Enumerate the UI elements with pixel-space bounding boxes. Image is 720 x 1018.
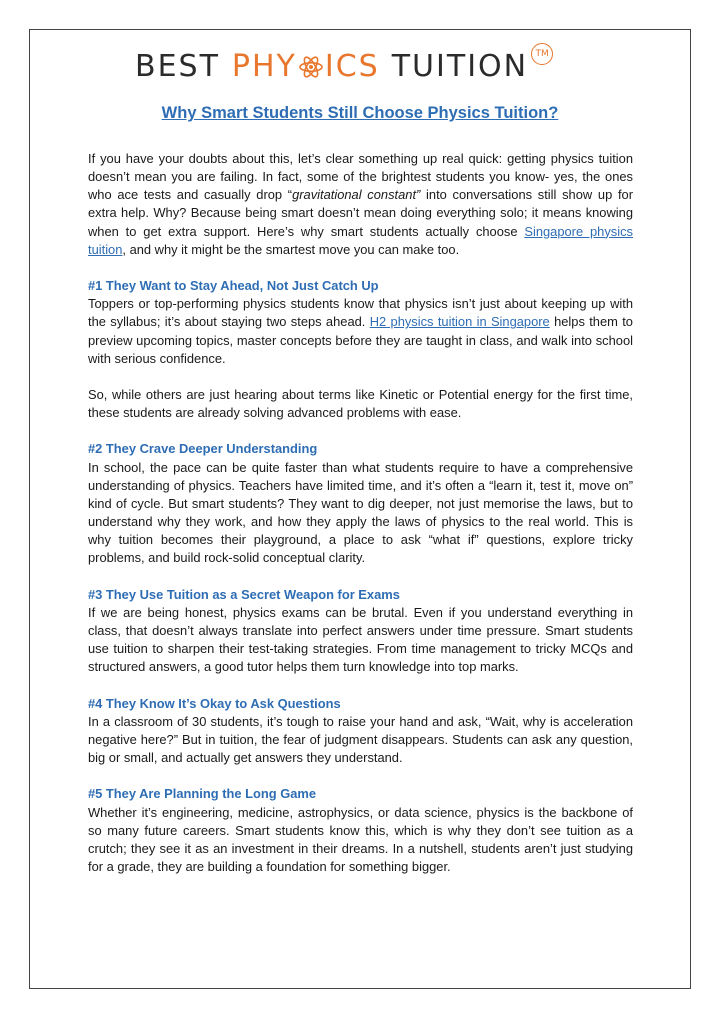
section-3-heading: #3 They Use Tuition as a Secret Weapon for Exams xyxy=(88,586,400,602)
atom-icon xyxy=(298,53,324,79)
page-title: Why Smart Students Still Choose Physics Tuition? xyxy=(161,104,559,122)
article-body xyxy=(88,150,633,876)
logo-word-best: BEST xyxy=(135,48,220,84)
section-1 xyxy=(88,277,633,422)
logo-word-tuition: TUITION xyxy=(391,48,529,84)
section-4 xyxy=(88,695,633,768)
section-1-heading: #1 They Want to Stay Ahead, Not Just Catch Up xyxy=(88,278,379,294)
section-3 xyxy=(88,586,633,677)
logo-word-phy: PHY xyxy=(231,48,297,84)
logo-word-ics: ICS xyxy=(324,48,380,84)
h2-physics-tuition-link[interactable]: H2 physics tuition in Singapore xyxy=(369,314,550,330)
section-2-heading: #2 They Crave Deeper Understanding xyxy=(88,441,318,457)
singapore-physics-tuition-link[interactable]: Singapore physics tuition xyxy=(88,223,633,257)
section-5 xyxy=(88,785,633,876)
section-2-paragraph: In school, the pace can be quite faster than what students require to have a comprehensive understanding of physics. Teachers have limited time, and it’s often a “learn it, test it, move on” kind of cycle. But smart students? They want to dig deeper, not just memorise the laws, but to understand why they work, and how they apply the laws of physics to the real world. This is why tuition becomes their playground, a place to ask “what if” questions, explore tricky problems, and build rock-solid conceptual clarity. xyxy=(88,459,633,566)
logo xyxy=(135,44,553,88)
section-1-paragraph-2: So, while others are just hearing about terms like Kinetic or Potential energy for the first time, these students are already solving advanced problems with ease. xyxy=(88,387,633,421)
intro-paragraph: If you have your doubts about this, let’s clear something up real quick: getting physics tuition doesn’t mean you are failing. In fact, some of the brightest students you know- yes, the ones who ace tests and casually drop “gravitational constant” into conversations still show up for extra help. Why? Because being smart doesn’t mean doing everything solo; it means knowing when to get extra support. Here’s why smart students actually choose Singapore physics tuition, and why it might be the smartest move you can make too. xyxy=(88,151,633,257)
section-2 xyxy=(88,440,633,567)
section-1-paragraph-1: Toppers or top-performing physics students know that physics isn’t just about keeping up with the syllabus; it’s about staying two steps ahead. H2 physics tuition in Singapore helps them to preview upcoming topics, master concepts before they are taught in class, and walk into school with serious confidence. xyxy=(88,296,633,366)
section-4-heading: #4 They Know It’s Okay to Ask Questions xyxy=(88,695,341,711)
section-5-heading: #5 They Are Planning the Long Game xyxy=(88,786,317,802)
trademark-badge: TM xyxy=(531,43,553,65)
section-4-paragraph: In a classroom of 30 students, it’s tough to raise your hand and ask, “Wait, why is acceleration negative here?” But in tuition, the fear of judgment disappears. Students can ask any question, big or small, and actually get answers they understand. xyxy=(88,713,633,766)
section-5-paragraph: Whether it’s engineering, medicine, astrophysics, or data science, physics is the backbone of so many future careers. Smart students know this, which is why they don’t see tuition as a crutch; they see it as an investment in their dreams. In a nutshell, students aren’t just studying for a grade, they are building a foundation for something bigger. xyxy=(88,804,633,874)
intro-emphasis: gravitational constant” xyxy=(292,187,421,203)
section-3-paragraph: If we are being honest, physics exams can be brutal. Even if you understand everything in class, that doesn’t always translate into perfect answers under time pressure. Smart students use tuition to sharpen their test-taking strategies. From time management to tricky MCQs and structured answers, a good tutor helps them turn knowledge into top marks. xyxy=(88,604,633,675)
